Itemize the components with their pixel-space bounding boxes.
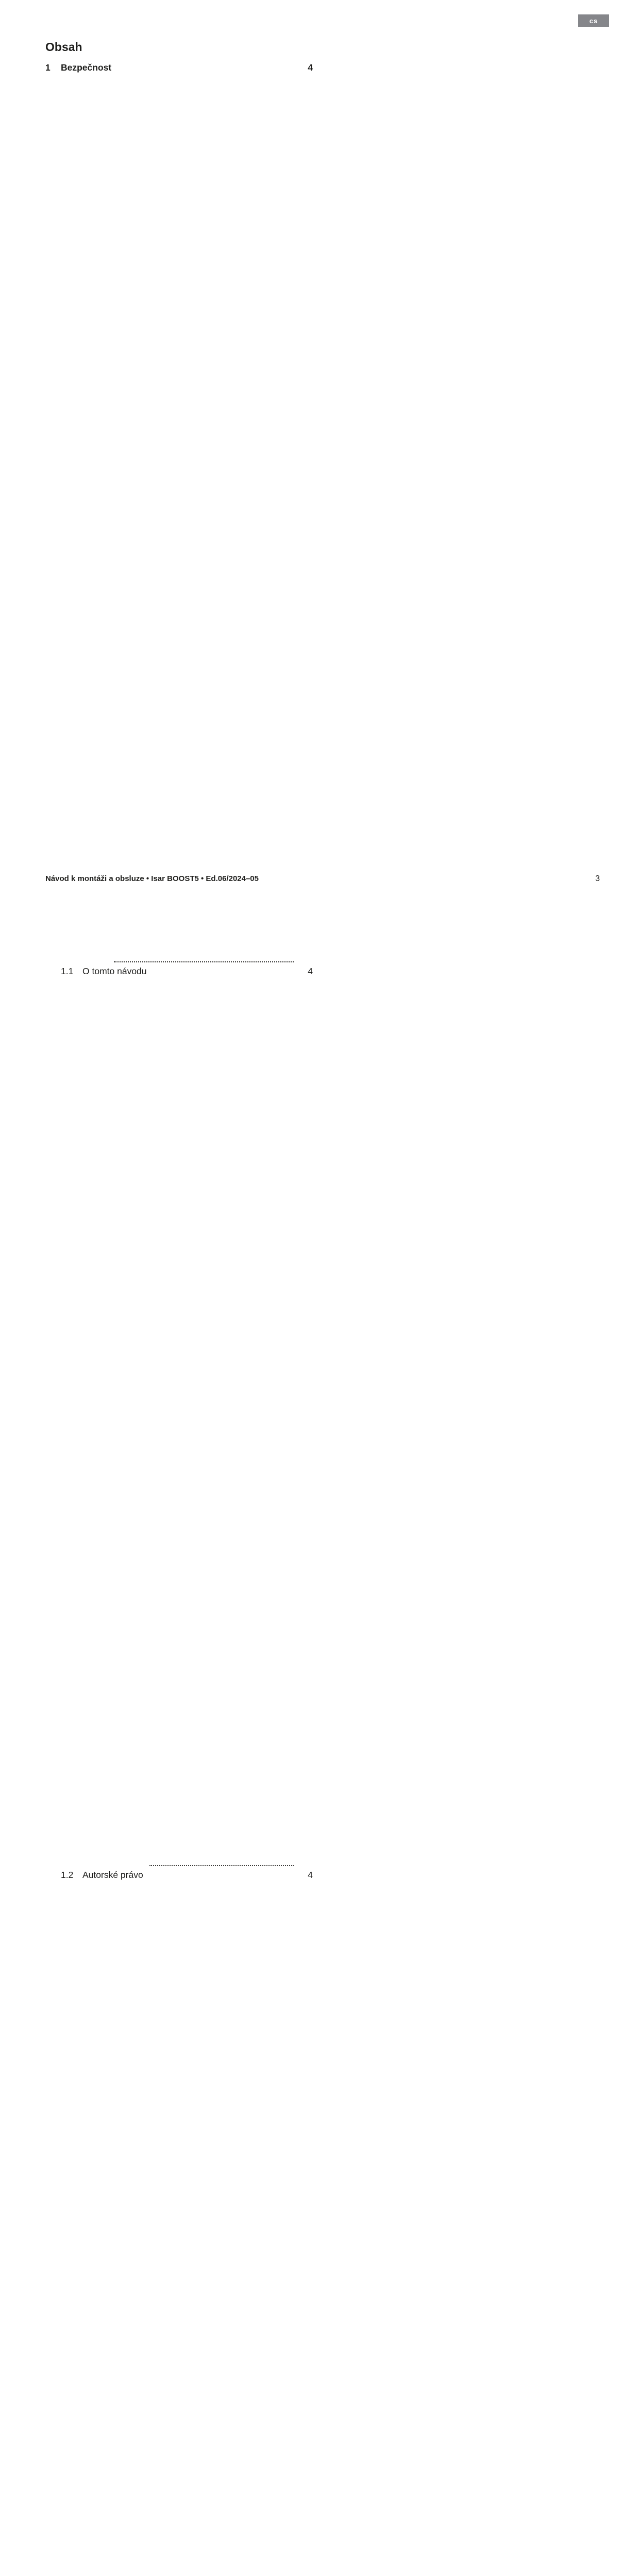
toc-subsection-number: 1.1 (61, 966, 74, 976)
toc-subsection-entry (45, 1869, 313, 2576)
language-badge: cs (578, 14, 609, 27)
toc-dotted-leader (149, 1865, 294, 1866)
page-title: Obsah (45, 40, 82, 54)
footer-doc-info: Návod k montáži a obsluze • Isar BOOST5 • Ed.06/2024–05 (45, 874, 259, 883)
toc-subsection-entry (45, 965, 313, 1869)
toc-page-number: 4 (295, 1869, 313, 2576)
page-footer (45, 874, 600, 884)
toc-subsection-title: O tomto návodu (82, 966, 147, 976)
toc-subsection-title: Autorské právo (82, 1870, 143, 1880)
toc-section-entry (45, 61, 313, 965)
toc-subsection-number: 1.2 (61, 1870, 74, 1880)
toc-page-number: 4 (295, 61, 313, 965)
toc-section-number: 1 (45, 62, 51, 73)
footer-page-number: 3 (595, 874, 600, 883)
toc-list (45, 61, 313, 2576)
toc-page-number: 4 (295, 965, 313, 1869)
toc-section-title: Bezpečnost (61, 62, 112, 73)
table-of-contents (45, 39, 313, 2576)
toc-dotted-leader (114, 961, 294, 962)
